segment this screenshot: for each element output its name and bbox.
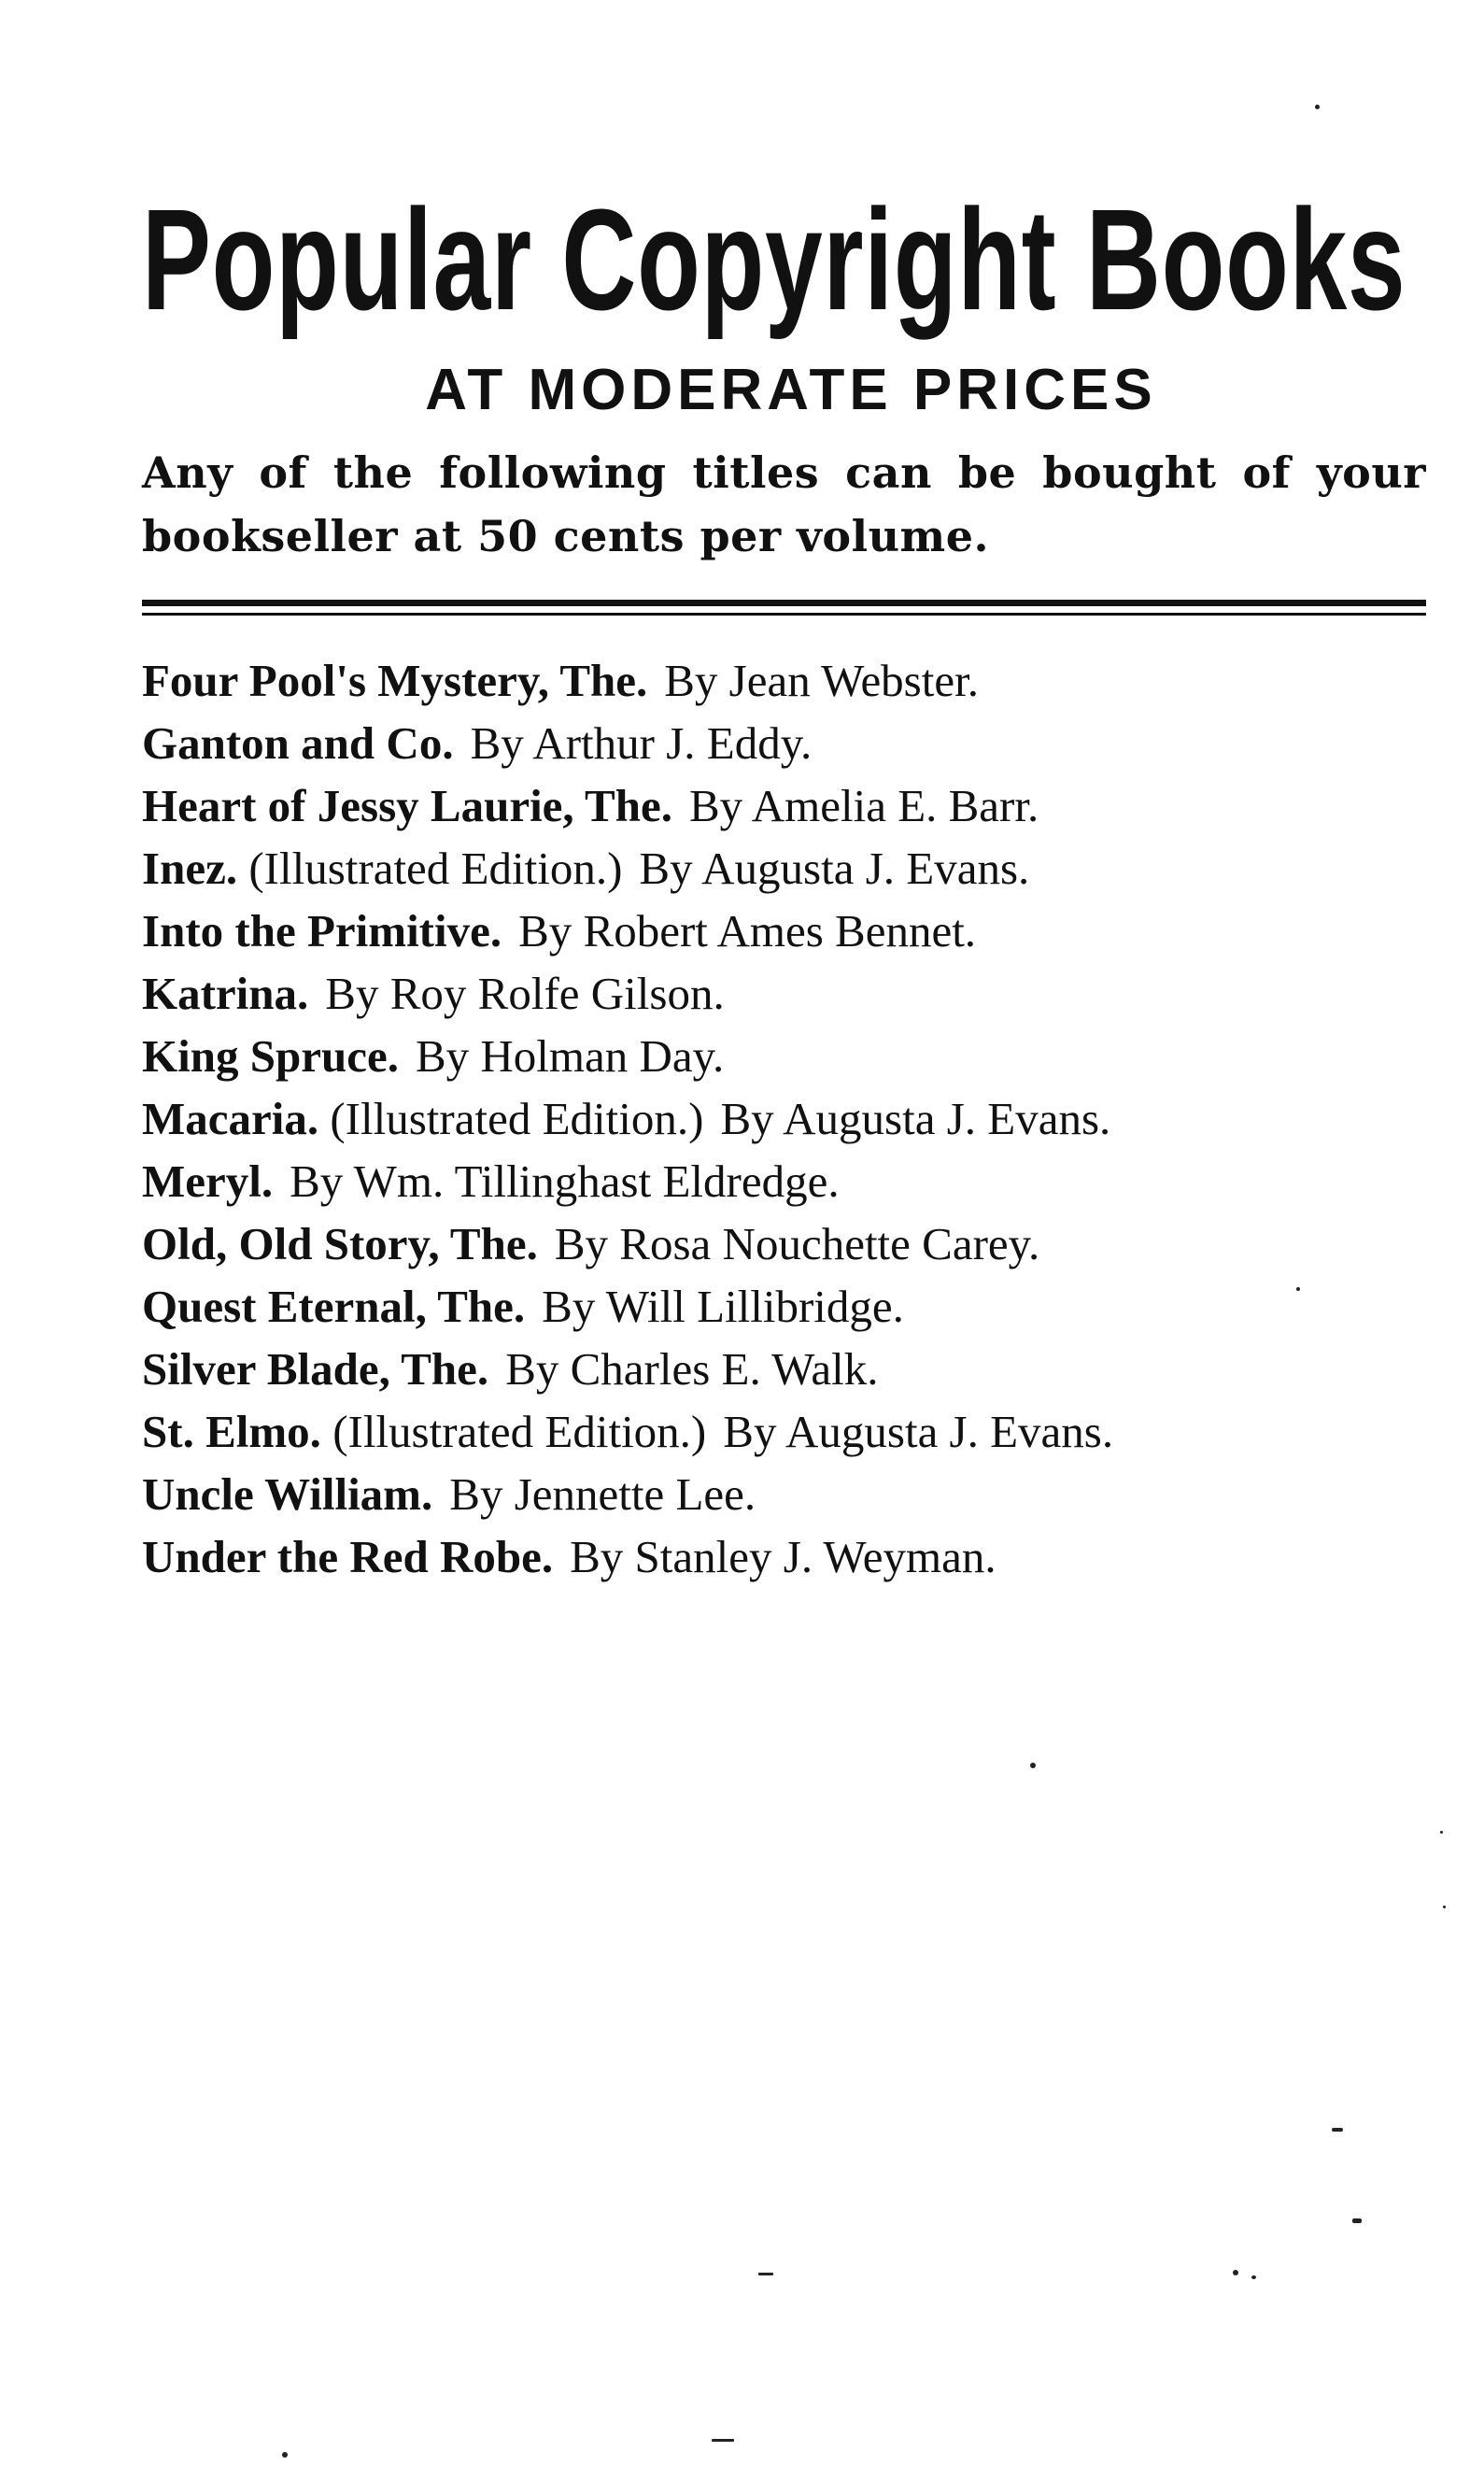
book-author: By Amelia E. Barr. <box>688 780 1039 831</box>
scan-speck <box>1352 2218 1362 2223</box>
book-author: By Augusta J. Evans. <box>723 1406 1114 1457</box>
scan-speck <box>758 2273 773 2275</box>
book-title: Uncle William. <box>142 1468 433 1520</box>
book-entry <box>142 1463 1431 1525</box>
scan-speck <box>1440 1831 1443 1834</box>
book-title: Silver Blade, The. <box>142 1343 489 1395</box>
scan-speck <box>1030 1763 1036 1768</box>
book-entry <box>142 900 1431 962</box>
book-entry <box>142 1087 1431 1150</box>
book-author: By Jennette Lee. <box>449 1468 756 1520</box>
scan-speck <box>1443 1906 1446 1908</box>
book-author: By Stanley J. Weyman. <box>570 1531 996 1582</box>
book-entry <box>142 962 1431 1025</box>
book-title: Into the Primitive. <box>142 905 502 957</box>
divider-thick <box>142 600 1426 606</box>
book-title: King Spruce. <box>142 1030 399 1082</box>
book-title: St. Elmo. <box>142 1406 321 1457</box>
book-entry <box>142 1025 1431 1087</box>
book-entry <box>142 1275 1431 1338</box>
book-entry <box>142 1150 1431 1212</box>
book-list <box>142 649 1431 1588</box>
book-entry <box>142 837 1431 900</box>
book-title: Four Pool's Mystery, The. <box>142 655 648 706</box>
scan-speck <box>282 2452 288 2458</box>
book-title: Macaria. <box>142 1093 319 1144</box>
book-title: Meryl. <box>142 1155 274 1207</box>
book-edition: (Illustrated Edition.) <box>320 1406 707 1457</box>
book-entry <box>142 1400 1431 1463</box>
scan-speck <box>712 2439 734 2442</box>
book-author: By Arthur J. Eddy. <box>470 717 813 769</box>
book-author: By Augusta J. Evans. <box>639 843 1030 894</box>
book-author: By Jean Webster. <box>664 655 979 706</box>
page-title: Popular Copyright Books <box>142 179 1406 340</box>
book-entry <box>142 712 1431 774</box>
book-edition: (Illustrated Edition.) <box>237 843 623 894</box>
book-author: By Holman Day. <box>415 1030 725 1082</box>
scan-speck <box>1233 2270 1238 2275</box>
scan-speck <box>1332 2128 1343 2132</box>
book-entry <box>142 1525 1431 1588</box>
book-author: By Robert Ames Bennet. <box>518 905 977 957</box>
scan-speck <box>1296 1287 1300 1291</box>
scan-speck <box>1251 2275 1256 2279</box>
book-author: By Roy Rolfe Gilson. <box>325 968 725 1019</box>
divider-thin <box>142 613 1426 616</box>
book-author: By Augusta J. Evans. <box>720 1093 1111 1144</box>
book-title: Under the Red Robe. <box>142 1531 554 1582</box>
book-title: Katrina. <box>142 968 309 1019</box>
page-subtitle: AT MODERATE PRICES <box>425 358 1157 422</box>
book-entry <box>142 1338 1431 1400</box>
book-entry <box>142 1212 1431 1275</box>
book-title: Inez. <box>142 843 238 894</box>
book-author: By Charles E. Walk. <box>505 1343 879 1395</box>
book-title: Ganton and Co. <box>142 717 454 769</box>
book-title: Old, Old Story, The. <box>142 1218 538 1269</box>
book-title: Quest Eternal, The. <box>142 1281 526 1332</box>
book-entry <box>142 774 1431 837</box>
book-entry <box>142 649 1431 712</box>
scan-speck <box>1315 105 1320 109</box>
book-title: Heart of Jessy Laurie, The. <box>142 780 672 831</box>
book-author: By Wm. Tillinghast Eldredge. <box>290 1155 840 1207</box>
intro-paragraph: Any of the following titles can be bought of your bookseller at 50 cents per volume. <box>142 447 1426 561</box>
book-edition: (Illustrated Edition.) <box>318 1093 704 1144</box>
book-author: By Will Lillibridge. <box>542 1281 904 1332</box>
book-author: By Rosa Nouchette Carey. <box>554 1218 1040 1269</box>
